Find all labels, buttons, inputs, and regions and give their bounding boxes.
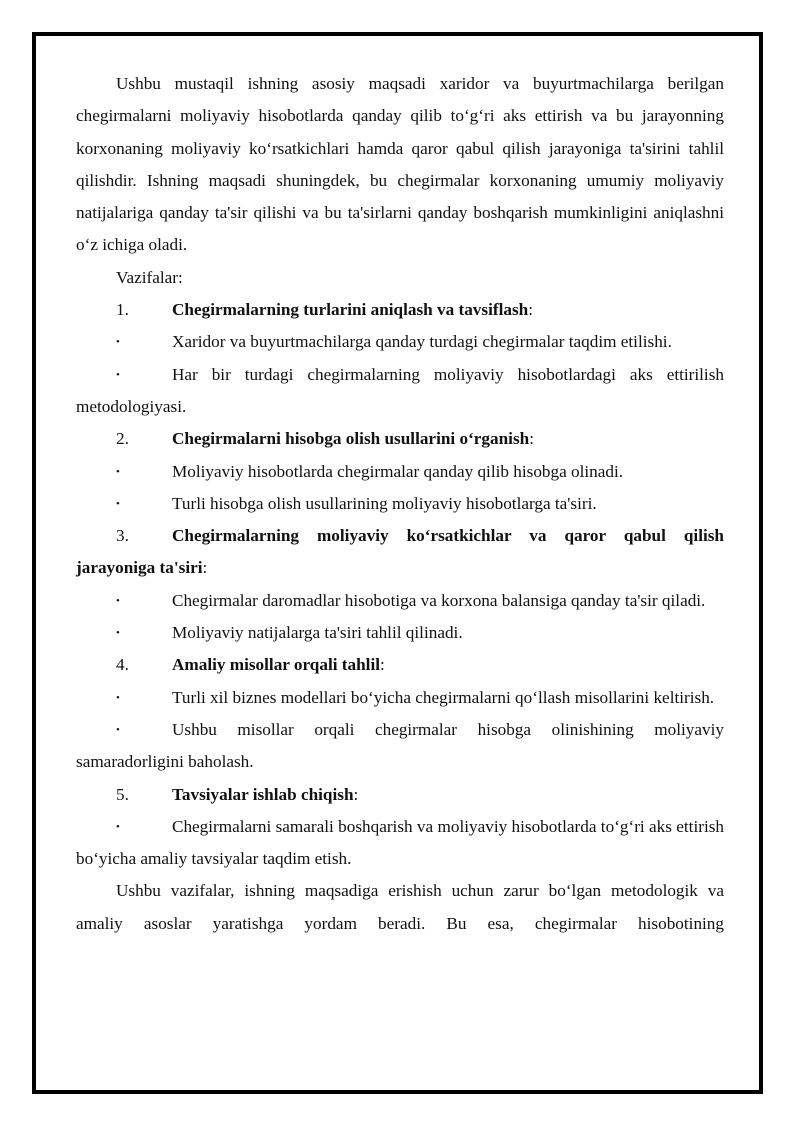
task-suffix: : [353,784,359,804]
bullet-icon: • [116,336,120,349]
bullet-icon: • [116,723,120,736]
bullet-text: Turli hisobga olish usullarining moliyaviy hisobotlarga ta'siri. [172,493,597,513]
document-body [76,68,724,940]
bullet-text: Xaridor va buyurtmachilarga qanday turdagi chegirmalar taqdim etilishi. [172,332,672,352]
bullet-text: Ushbu misollar orqali chegirmalar hisobga olinishining moliyaviy samaradorligini baholash. [76,719,724,772]
bullet-icon: • [116,497,120,510]
tasks-heading: Vazifalar: [116,267,183,287]
bullet-icon: • [116,465,120,478]
bullet-item [76,488,724,520]
task-title: Chegirmalarni hisobga olish usullarini o‘rganish [172,429,530,449]
conclusion-paragraph: Ushbu vazifalar, ishning maqsadiga erishish uchun zarur bo‘lgan metodologik va amaliy asoslar yaratishga yordam beradi. Bu esa, chegirmalar hisobotining [76,881,724,933]
task-item [76,779,724,876]
task-item [76,294,724,423]
bullet-item [76,714,724,779]
task-suffix: : [528,300,533,320]
task-title: Chegirmalarning moliyaviy ko‘rsatkichlar va qaror qabul qilish jarayoniga ta'siri [76,526,724,578]
bullet-item [76,811,724,876]
bullet-item [76,359,724,424]
task-number: 5. [116,784,129,804]
task-number: 4. [116,655,129,675]
bullet-item [76,617,724,649]
task-title: Tavsiyalar ishlab chiqish [172,784,354,804]
task-suffix: : [380,655,385,675]
bullet-text: Chegirmalar daromadlar hisobotiga va korxona balansiga qanday ta'sir qiladi. [172,590,706,610]
task-item [76,649,724,778]
bullet-icon: • [116,594,120,607]
bullet-icon: • [116,691,120,704]
bullet-icon: • [116,627,120,640]
bullet-item [76,326,724,358]
task-suffix: : [529,429,534,449]
bullet-icon: • [116,368,120,381]
intro-paragraph: Ushbu mustaqil ishning asosiy maqsadi xaridor va buyurtmachilarga berilgan chegirmalarni moliyaviy hisobotlarda qanday qilib to‘g‘ri aks ettirish va bu jarayonning korxonaning moliyaviy ko‘rsatkichlari hamda qaror qabul qilish jarayoniga ta'sirini tahlil qilishdir. Ishning maqsadi shuningdek, bu chegirmalar korxonaning umumiy moliyaviy natijalariga qanday ta'sir qilishi va bu ta'sirlarni qanday boshqarish mumkinligini aniqlashni o‘z ichiga oladi. [76,74,724,255]
task-title: Chegirmalarning turlarini aniqlash va tavsiflash [172,300,529,320]
bullet-icon: • [116,820,120,833]
task-number: 2. [116,429,129,449]
bullet-text: Turli xil biznes modellari bo‘yicha chegirmalarni qo‘llash misollarini keltirish. [172,687,715,707]
task-item [76,520,724,649]
bullet-text: Chegirmalarni samarali boshqarish va moliyaviy hisobotlarda to‘g‘ri aks ettirish bo‘yicha amaliy tavsiyalar taqdim etish. [76,816,724,869]
bullet-text: Moliyaviy hisobotlarda chegirmalar qanday qilib hisobga olinadi. [172,461,624,481]
bullet-item [76,456,724,488]
task-suffix: : [202,558,208,578]
bullet-item [76,682,724,714]
task-number: 3. [116,526,129,546]
bullet-text: Har bir turdagi chegirmalarning moliyaviy hisobotlardagi aks ettirilish metodologiyasi. [76,364,724,416]
task-number: 1. [116,300,129,320]
task-item [76,423,724,520]
bullet-item [76,585,724,617]
task-title: Amaliy misollar orqali tahlil [172,655,381,675]
bullet-text: Moliyaviy natijalarga ta'siri tahlil qilinadi. [172,623,463,643]
